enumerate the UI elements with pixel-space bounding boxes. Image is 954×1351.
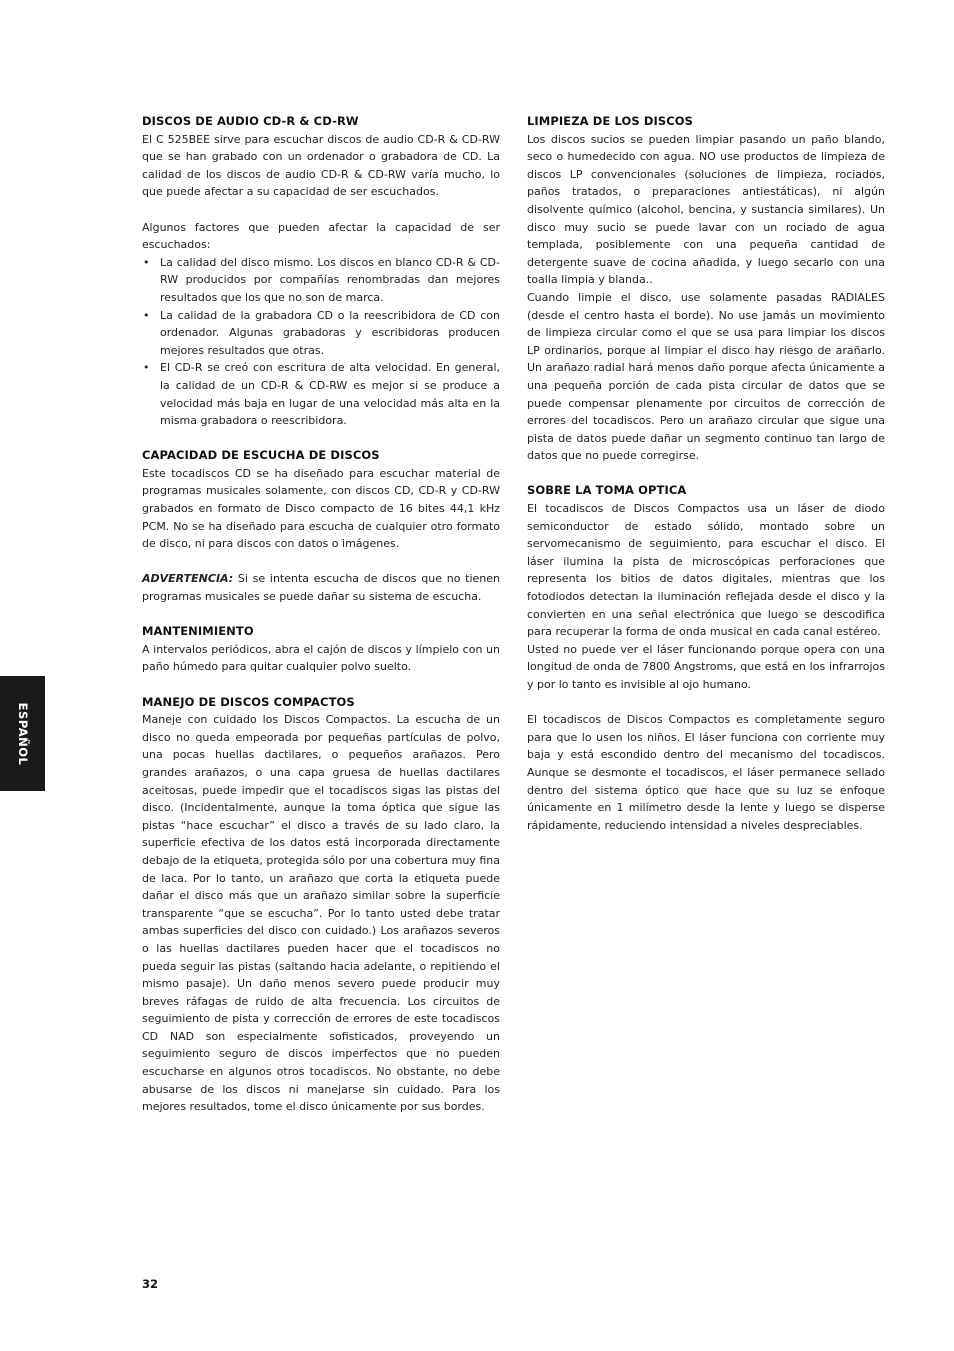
heading-handling-discs: MANEJO DE DISCOS COMPACTOS: [142, 694, 355, 709]
paragraph-optical-pickup: El tocadiscos de Discos Compactos usa un láser de diodo semiconductor de estado sólido, montado sobre un servomecanismo de seguimiento, para escuchar el disco. El láser ilumina la pista de microscópicas perforaciones que representa los bitios de datos digitales, mientras que los fotodiodos detectan la iluminación reflejada desde el disco y la convierten en una señal electrónica que luego se descodifica para recuperar la forma de onda musical en cada canal estéreo.: [527, 502, 885, 639]
paragraph-disc-cleaning: Los discos sucios se pueden limpiar pasando un paño blando, seco o humedecido con agua. NO use productos de limpieza de discos LP convencionales (soluciones de limpieza, rociados, paños tratados, o preparaciones antiestáticas), ni algún disolvente químico (alcohol, bencina, y sustancia similares). Un disco muy sucio se puede lavar con un rociado de agua templada, posiblemente con una pequeña cantidad de detergente suave de cocina añadida, y luego secarlo con una toalla limpia y blanda..: [527, 132, 885, 287]
language-tab-label: ESPAÑOL: [15, 702, 30, 765]
language-side-tab: [0, 676, 45, 791]
paragraph-laser-invisible: Usted no puede ver el láser funcionando porque opera con una longitud de onda de 7800 Angstroms, que está en los infrarrojos y por lo tanto es invisible al ojo humano.: [527, 642, 885, 691]
paragraph-handling-discs: Maneje con cuidado los Discos Compactos. La escucha de un disco no queda empeorada por pequeñas partículas de polvo, una pocas huellas dactilares, o pequeños arañazos. Pero grandes arañazos, o una capa gruesa de huellas dactilares aceitosas, puede impedir que el tocadiscos sigas las pistas del disco. (Incidentalmente, aunque la toma óptica que sigue las pistas “hace escuchar” el disco a través de su lado claro, la superficie efectiva de los datos está incorporada directamente debajo de la etiqueta, protegida sólo por una cobertura muy fina de laca. Por lo tanto, un arañazo que corta la etiqueta puede dañar el disco más que un arañazo similar sobre la superficie transparente “que se escucha”. Por lo tanto usted debe tratar ambas superficies del disco con cuidado.) Los arañazos severos o las huellas dactilares pueden hacer que el tocadiscos no pueda seguir las pistas (saltando hacia adelante, o repitiendo el mismo pasaje). Un daño menos severo puede producir muy breves ráfagas de ruido de alta frecuencia. Los circuitos de seguimiento de pista y corrección de errores de este tocadiscos CD NAD son especialmente sofisticados, proveyendo un seguimiento seguro de discos imperfectos que no pueden escucharse en algunos otros tocadiscos. No obstante, no debe abusarse de los discos ni manejarse sin cuidado. Para los mejores resultados, tome el disco únicamente por sus bordes.: [142, 713, 500, 1114]
warning-label: ADVERTENCIA:: [142, 572, 234, 586]
paragraph-playback-capability: Este tocadiscos CD se ha diseñado para escuchar material de programas musicales solamente, con discos CD, CD-R y CD-RW grabados en formato de Disco compacto de 16 bites 44,1 kHz PCM. No se ha diseñado para escucha de cualquier otro formato de disco, ni para discos con datos o imágenes.: [142, 466, 500, 551]
list-item: • La calidad del disco mismo. Los discos en blanco CD-R & CD-RW producidos por compañías renombradas dan mejores resultados que los que no son de marca.: [143, 255, 500, 304]
heading-optical-pickup: SOBRE LA TOMA OPTICA: [527, 483, 687, 498]
heading-cd-r-cd-rw: DISCOS DE AUDIO CD-R & CD-RW: [142, 114, 359, 128]
paragraph-cd-r-intro: El C 525BEE sirve para escuchar discos de audio CD-R & CD-RW que se han grabado con un ordenador o grabadora de CD. La calidad de los discos de audio CD-R & CD-RW varía mucho, lo que puede afectar a su capacidad de ser escuchados.: [142, 132, 500, 199]
heading-disc-cleaning: LIMPIEZA DE LOS DISCOS: [527, 114, 694, 128]
paragraph-radial-cleaning: Cuando limpie el disco, use solamente pasadas RADIALES (desde el centro hasta el borde). No use jamás un movimiento de limpieza circular como el que se usa para limpiar los discos LP ordinarios, porque al limpiar el disco hay riesgo de arañarlo. Un arañazo radial hará menos daño porque afecta únicamente a una pequeña porción de cada pista circular de datos que se puede compensar plenamente por circuitos de corrección de errores del tocadiscos. Pero un arañazo circular que sigue una pista de datos puede dañar un segmento continuo tan largo de datos que no puede corregirse.: [527, 290, 885, 463]
page-number: 32: [142, 1277, 159, 1291]
list-item: • El CD-R se creó con escritura de alta velocidad. En general, la calidad de un CD-R & CD-RW es mejor si se produce a velocidad más baja en lugar de una velocidad más alta en la misma grabadora o reescribidora.: [143, 361, 500, 428]
bullet-icon: •: [143, 361, 150, 375]
left-column: [142, 113, 500, 1116]
heading-playback-capability: CAPACIDAD DE ESCUCHA DE DISCOS: [142, 448, 380, 463]
bullet-icon: •: [143, 255, 150, 269]
list-item: • La calidad de la grabadora CD o la reescribidora de CD con ordenador. Algunas grabadoras y escribidoras producen mejores resultados que otras.: [143, 308, 500, 357]
heading-maintenance: MANTENIMIENTO: [142, 624, 254, 639]
paragraph-laser-safety: El tocadiscos de Discos Compactos es completamente seguro para que lo usen los niños. El láser funciona con corriente muy baja y está escondido dentro del mecanismo del tocadiscos. Aunque se desmonte el tocadiscos, el láser permanece sellado dentro del sistema óptico que hace que su luz se enfoque únicamente en 1 milímetro desde la lente y luego se disperse rápidamente, reduciendo intensidad a niveles despreciables.: [527, 713, 885, 832]
right-column: [527, 113, 885, 834]
paragraph-maintenance: A intervalos periódicos, abra el cajón de discos y límpielo con un paño húmedo para quitar cualquier polvo suelto.: [142, 642, 500, 674]
warning-text: Si se intenta escucha de discos que no tienen programas musicales se puede dañar su sistema de escucha.: [142, 572, 500, 604]
factors-list: [142, 254, 500, 430]
paragraph-factors-intro: Algunos factores que pueden afectar la capacidad de ser escuchados:: [142, 220, 500, 252]
warning-paragraph: [142, 570, 500, 605]
bullet-icon: •: [143, 308, 150, 322]
